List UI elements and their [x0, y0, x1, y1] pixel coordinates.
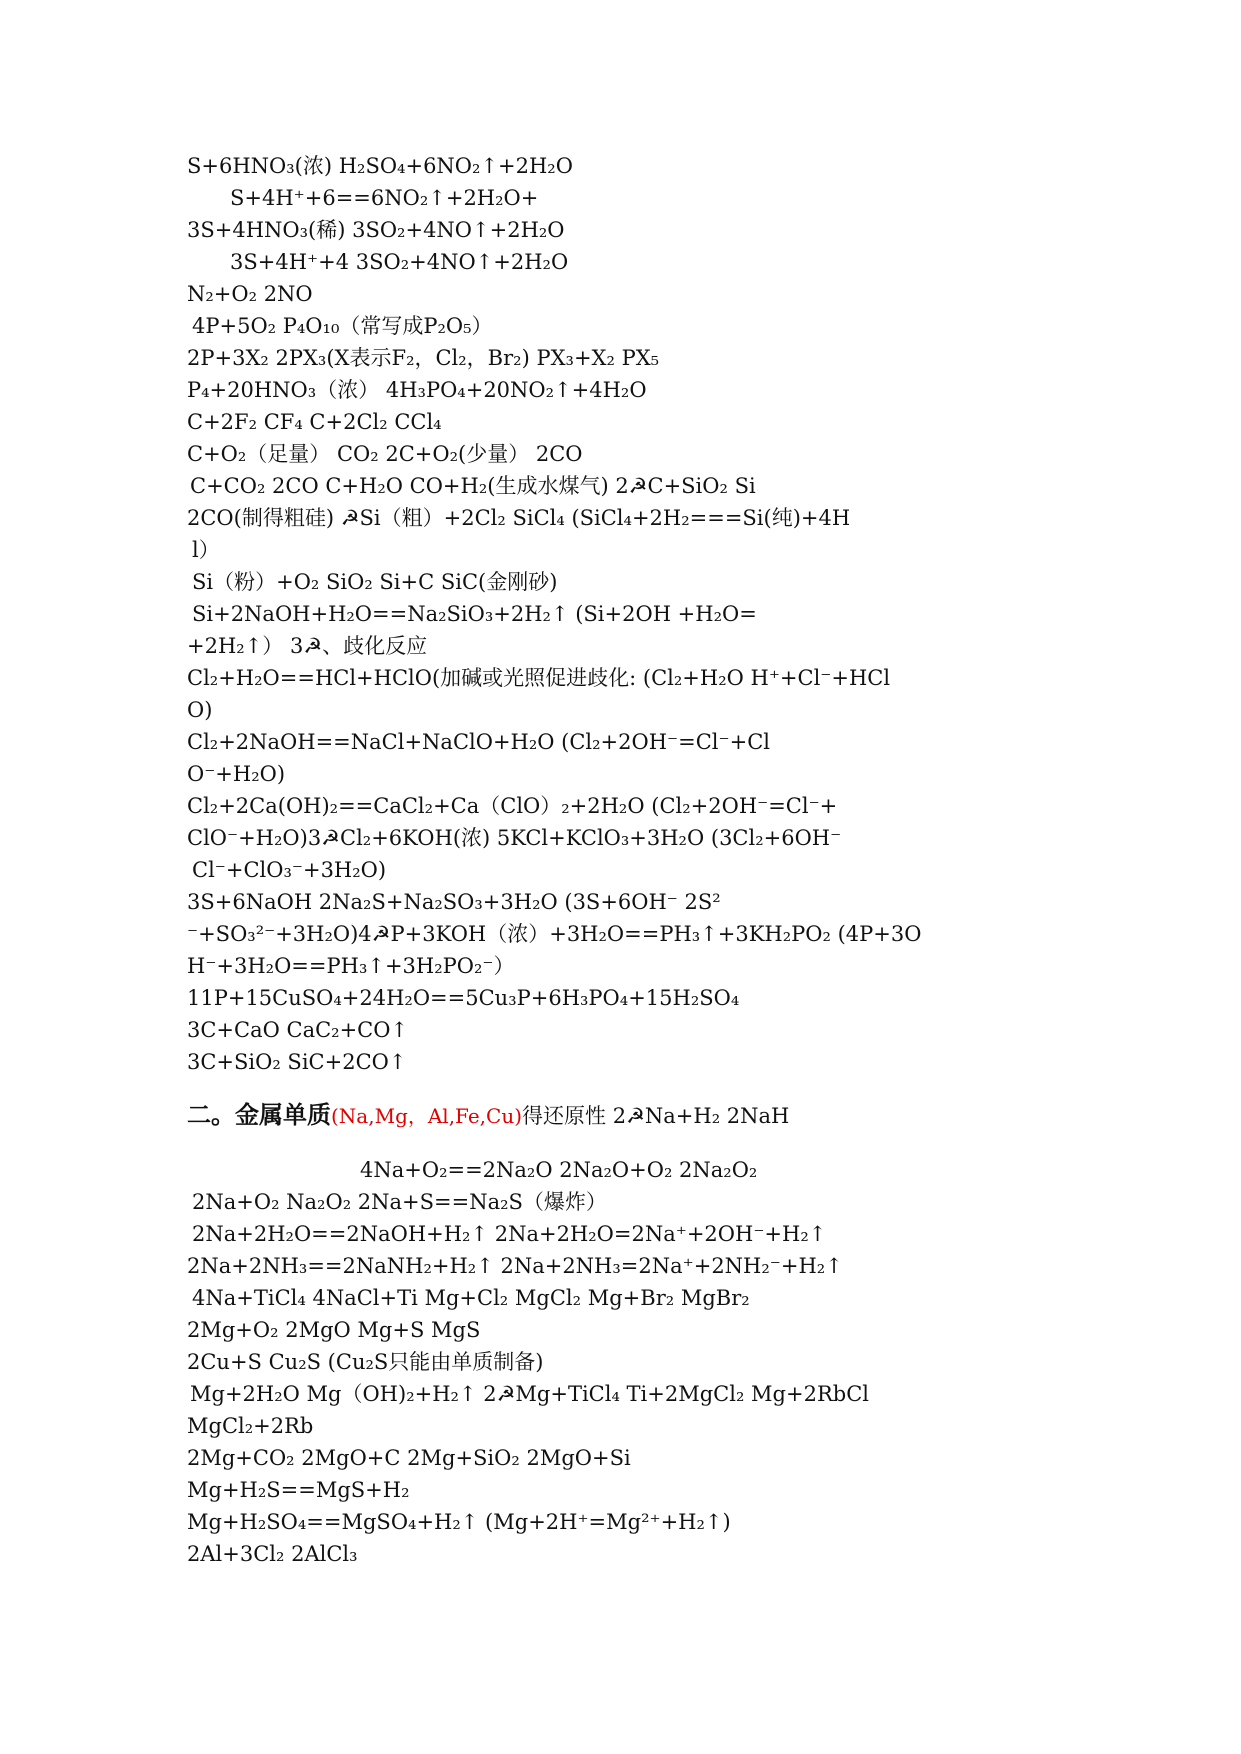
equation-line: 11P+15CuSO₄+24H₂O==5Cu₃P+6H₃PO₄+15H₂SO₄: [187, 986, 740, 1010]
equation-line: Cl₂+2Ca(OH)₂==CaCl₂+Ca（ClO）₂+2H₂O (Cl₂+2OH⁻=Cl⁻+: [187, 794, 838, 818]
section-heading-title: 二。金属单质: [187, 1100, 331, 1129]
section-heading: [187, 1100, 789, 1131]
equation-line: Si+2NaOH+H₂O==Na₂SiO₃+2H₂↑ (Si+2OH +H₂O=: [192, 602, 757, 626]
equation-line: Si（粉）+O₂ SiO₂ Si+C SiC(金刚砂): [192, 570, 558, 594]
equation-line: 3C+CaO CaC₂+CO↑: [187, 1018, 409, 1042]
equation-line: Mg+H₂SO₄==MgSO₄+H₂↑ (Mg+2H⁺=Mg²⁺+H₂↑): [187, 1510, 731, 1534]
equation-line: 2Mg+CO₂ 2MgO+C 2Mg+SiO₂ 2MgO+Si: [187, 1446, 631, 1470]
equation-line: 2P+3X₂ 2PX₃(X表示F₂，Cl₂，Br₂) PX₃+X₂ PX₅: [187, 346, 660, 370]
equation-line: C+O₂（足量） CO₂ 2C+O₂(少量） 2CO: [187, 442, 583, 466]
equation-line: 4P+5O₂ P₄O₁₀（常写成P₂O₅）: [192, 314, 493, 338]
equation-line: 2Na+2H₂O==2NaOH+H₂↑ 2Na+2H₂O=2Na⁺+2OH⁻+H₂↑: [192, 1222, 827, 1246]
section-heading-metals: (Na,Mg，Al,Fe,Cu): [331, 1104, 523, 1128]
equation-line: O⁻+H₂O): [187, 762, 286, 786]
equation-line: H⁻+3H₂O==PH₃↑+3H₂PO₂⁻）: [187, 954, 515, 978]
equation-line: P₄+20HNO₃（浓） 4H₃PO₄+20NO₂↑+4H₂O: [187, 378, 647, 402]
equation-line: l）: [192, 538, 220, 562]
equation-line: 2Cu+S Cu₂S (Cu₂S只能由单质制备): [187, 1350, 544, 1374]
equation-line: 2Na+2NH₃==2NaNH₂+H₂↑ 2Na+2NH₃=2Na⁺+2NH₂⁻+H₂↑: [187, 1254, 843, 1278]
equation-line: C+2F₂ CF₄ C+2Cl₂ CCl₄: [187, 410, 442, 434]
equation-line: 2Na+O₂ Na₂O₂ 2Na+S==Na₂S（爆炸）: [192, 1190, 607, 1214]
equation-line: O): [187, 698, 213, 722]
equation-line: ClO⁻+H₂O)3☭Cl₂+6KOH(浓) 5KCl+KClO₃+3H₂O (3Cl₂+6OH⁻: [187, 826, 842, 850]
equation-line: +2H₂↑） 3☭、歧化反应: [187, 634, 428, 658]
equation-line: C+CO₂ 2CO C+H₂O CO+H₂(生成水煤气) 2☭C+SiO₂ Si: [190, 474, 756, 498]
section-heading-tail: 得还原性 2☭Na+H₂ 2NaH: [522, 1104, 790, 1128]
equation-line: Cl₂+H₂O==HCl+HClO(加碱或光照促进歧化: (Cl₂+H₂O H⁺+Cl⁻+HCl: [187, 666, 891, 690]
equation-line: ⁻+SO₃²⁻+3H₂O)4☭P+3KOH（浓）+3H₂O==PH₃↑+3KH₂PO₂ (4P+3O: [187, 922, 922, 946]
equation-line: MgCl₂+2Rb: [187, 1414, 314, 1438]
equation-line: 3S+4H⁺+4 3SO₂+4NO↑+2H₂O: [230, 250, 569, 274]
equation-line: S+6HNO₃(浓) H₂SO₄+6NO₂↑+2H₂O: [187, 154, 573, 178]
equation-line: 3S+4HNO₃(稀) 3SO₂+4NO↑+2H₂O: [187, 218, 565, 242]
equation-line: Cl⁻+ClO₃⁻+3H₂O): [192, 858, 387, 882]
equation-line: 3C+SiO₂ SiC+2CO↑: [187, 1050, 407, 1074]
equation-line: Mg+H₂S==MgS+H₂: [187, 1478, 410, 1502]
equation-line: 2Mg+O₂ 2MgO Mg+S MgS: [187, 1318, 481, 1342]
equation-line: N₂+O₂ 2NO: [187, 282, 313, 306]
equation-line: 2Al+3Cl₂ 2AlCl₃: [187, 1542, 358, 1566]
equation-line: 3S+6NaOH 2Na₂S+Na₂SO₃+3H₂O (3S+6OH⁻ 2S²: [187, 890, 721, 914]
equation-line: 2CO(制得粗硅) ☭Si（粗）+2Cl₂ SiCl₄ (SiCl₄+2H₂===Si(纯)+4H: [187, 506, 851, 530]
equation-line: Mg+2H₂O Mg（OH)₂+H₂↑ 2☭Mg+TiCl₄ Ti+2MgCl₂ Mg+2RbCl: [190, 1382, 869, 1406]
equation-line: 4Na+O₂==2Na₂O 2Na₂O+O₂ 2Na₂O₂: [360, 1158, 758, 1182]
equation-line: S+4H⁺+6==6NO₂↑+2H₂O+: [230, 186, 539, 210]
equation-line: 4Na+TiCl₄ 4NaCl+Ti Mg+Cl₂ MgCl₂ Mg+Br₂ MgBr₂: [192, 1286, 750, 1310]
equation-line: Cl₂+2NaOH==NaCl+NaClO+H₂O (Cl₂+2OH⁻=Cl⁻+Cl: [187, 730, 770, 754]
